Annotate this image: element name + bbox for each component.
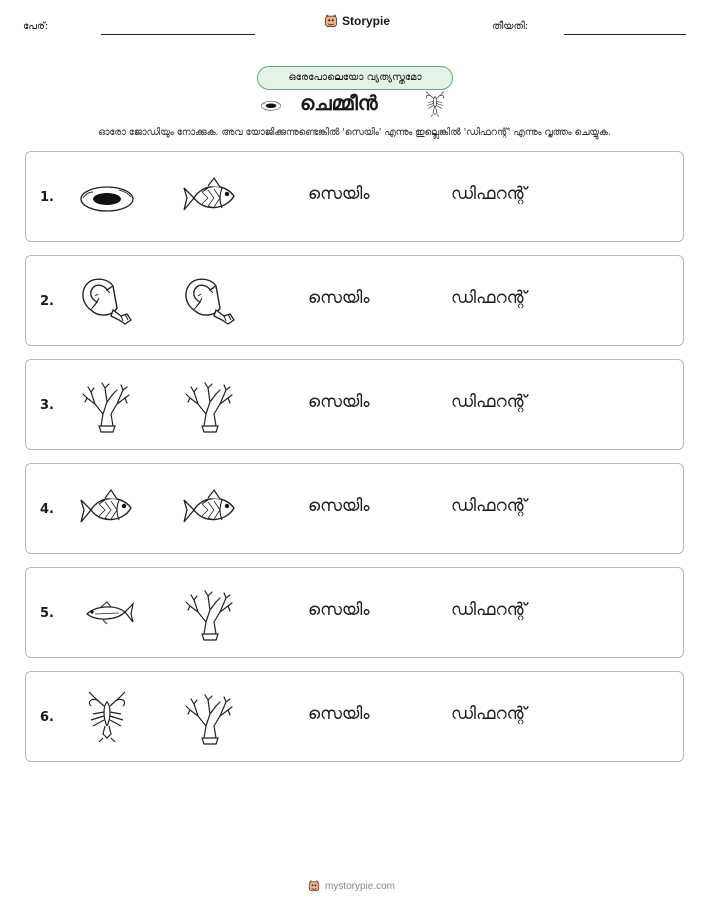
- storypie-logo-icon: [308, 880, 320, 892]
- same-option[interactable]: സെയിം: [308, 288, 370, 308]
- claw-icon: [77, 272, 137, 330]
- storypie-logo-icon: [324, 14, 338, 28]
- different-option[interactable]: ഡിഫറന്റ്: [451, 184, 527, 204]
- different-option[interactable]: ഡിഫറന്റ്: [451, 704, 527, 724]
- question-number: 4.: [40, 502, 54, 517]
- different-option[interactable]: ഡിഫറന്റ്: [451, 496, 527, 516]
- nest-icon: [77, 168, 137, 226]
- claw-icon: [180, 272, 240, 330]
- same-option[interactable]: സെയിം: [308, 392, 370, 412]
- question-card: [25, 671, 684, 762]
- same-option[interactable]: സെയിം: [308, 496, 370, 516]
- brand-logo: [324, 14, 390, 28]
- question-number: 2.: [40, 294, 54, 309]
- name-field[interactable]: [101, 34, 255, 35]
- different-option[interactable]: ഡിഫറന്റ്: [451, 600, 527, 620]
- footer-url: mystorypie.com: [325, 880, 396, 892]
- different-option[interactable]: ഡിഫറന്റ്: [451, 288, 527, 308]
- coral-icon: [180, 376, 240, 434]
- nest-icon: [256, 94, 286, 116]
- fish-icon: [180, 168, 240, 226]
- different-option[interactable]: ഡിഫറന്റ്: [451, 392, 527, 412]
- fish-icon: [77, 480, 137, 538]
- brand-name: Storypie: [342, 14, 391, 28]
- question-card: [25, 255, 684, 346]
- page-title: ചെമ്മീൻ: [300, 91, 378, 115]
- fish-icon: [180, 480, 240, 538]
- question-number: 6.: [40, 710, 54, 725]
- coral-icon: [180, 688, 240, 746]
- tuna-icon: [77, 584, 137, 642]
- instructions: ഓരോ ജോഡിയും നോക്കുക. അവ യോജിക്കുന്നുണ്ടെങ്കിൽ 'സെയിം' എന്നും ഇല്ലെങ്കിൽ 'ഡിഫറന്റ്' എന്നും വൃത്തം ചെയ്യുക.: [98, 127, 611, 138]
- activity-badge: ഒരേപോലെയോ വ്യത്യസ്തമോ: [257, 66, 453, 90]
- coral-icon: [180, 584, 240, 642]
- date-field[interactable]: [564, 34, 686, 35]
- question-number: 1.: [40, 190, 54, 205]
- name-label: പേര്:: [23, 21, 49, 32]
- same-option[interactable]: സെയിം: [308, 600, 370, 620]
- same-option[interactable]: സെയിം: [308, 704, 370, 724]
- question-number: 5.: [40, 606, 54, 621]
- question-card: [25, 567, 684, 658]
- question-card: [25, 151, 684, 242]
- question-card: [25, 359, 684, 450]
- question-number: 3.: [40, 398, 54, 413]
- lobster-icon: [420, 89, 450, 119]
- worksheet-header: [0, 14, 709, 44]
- lobster-icon: [77, 688, 137, 746]
- worksheet-title: [0, 91, 709, 121]
- coral-icon: [77, 376, 137, 434]
- question-card: [25, 463, 684, 554]
- same-option[interactable]: സെയിം: [308, 184, 370, 204]
- date-label: തീയതി:: [492, 21, 529, 32]
